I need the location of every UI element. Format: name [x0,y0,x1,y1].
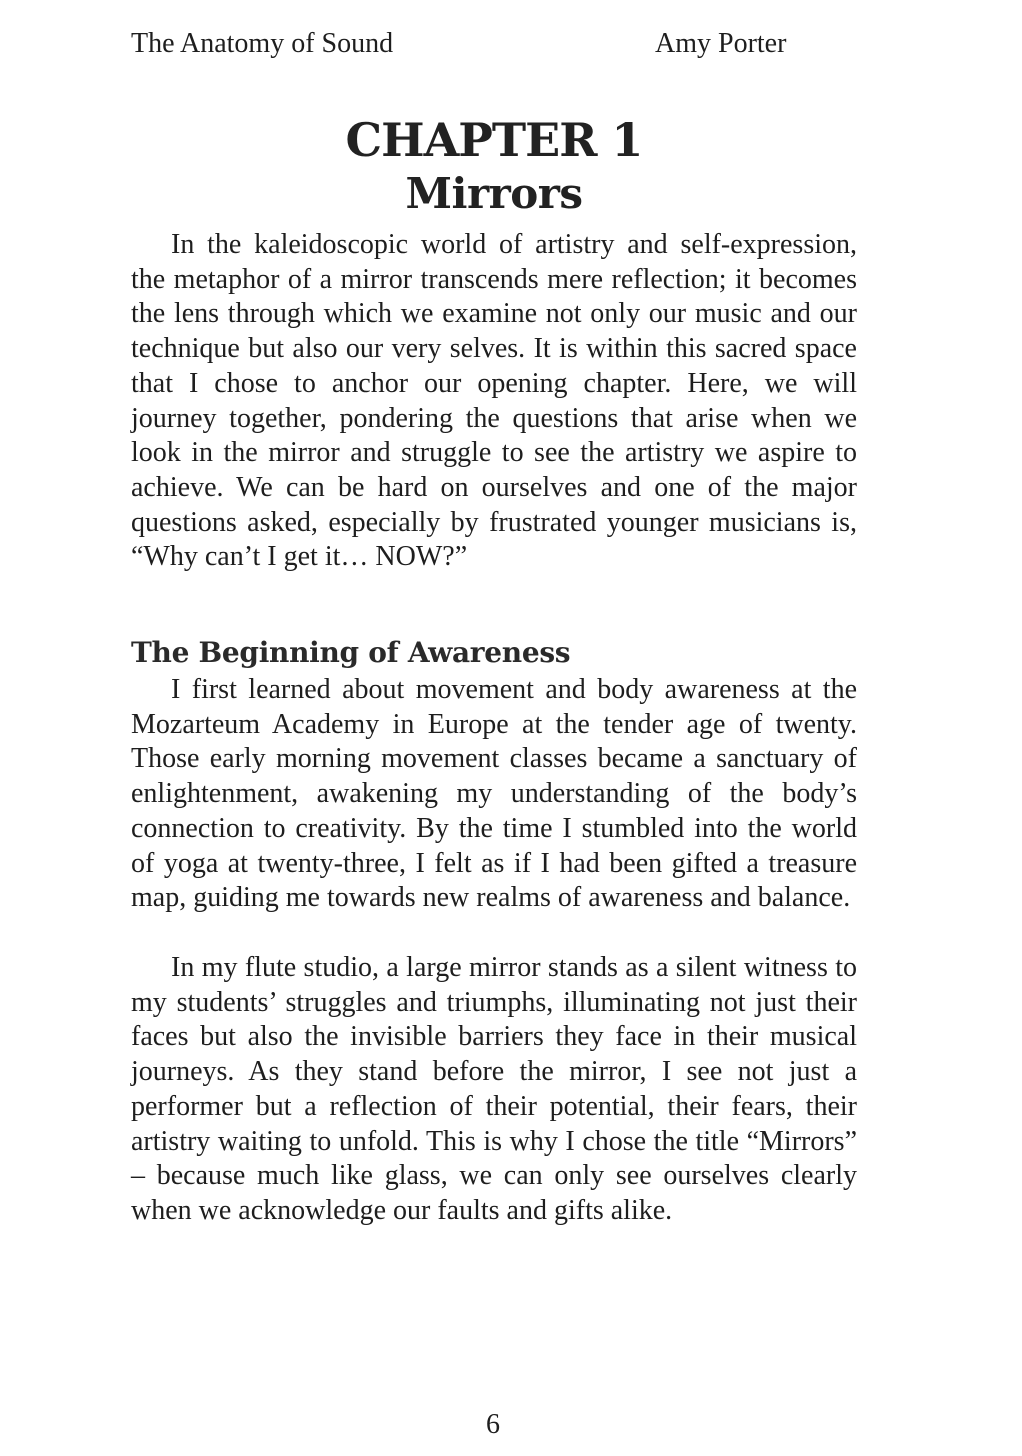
running-header-book-title: The Anatomy of Sound [131,28,394,59]
running-header-author: Amy Porter [655,28,787,59]
section-paragraph-2: In my flute studio, a large mirror stands as a silent witness to my students’ struggles and triumphs, illuminating not just their faces but also the invisible barriers they face in their musical journeys. As they stand before the mirror, I see not just a performer but a reflection of their potential, their fears, their artistry waiting to unfold. This is why I chose the title “Mirrors” – because much like glass, we can only see ourselves clearly when we acknowledge our faults and gifts alike. [131,952,857,1226]
intro-paragraph: In the kaleidoscopic world of artistry and self-expression, the metaphor of a mirror transcends mere reflection; it becomes the lens through which we examine not only our music and our technique but also our very selves. It is within this sacred space that I chose to anchor our opening chapter. Here, we will journey together, pondering the questions that arise when we look in the mirror and struggle to see the artistry we aspire to achieve. We can be hard on ourselves and one of the major questions asked, especially by frustrated younger musicians is, “Why can’t I get it… NOW?” [131,229,857,573]
section-paragraph-1: I first learned about movement and body awareness at the Mozarteum Academy in Europe at the tender age of twenty. Those early morning movement classes became a sanctuary of enlightenment, awakening my understanding of the body’s connection to creativity. By the time I stumbled into the world of yoga at twenty-three, I felt as if I had been gifted a treasure map, guiding me towards new realms of awareness and balance. [131,674,857,914]
chapter-label: CHAPTER 1 [345,113,643,167]
running-header [131,24,857,64]
chapter-heading [131,112,857,220]
page-number: 6 [486,1409,500,1440]
section-heading: The Beginning of Awareness [131,636,571,669]
chapter-title: Mirrors [405,169,583,218]
